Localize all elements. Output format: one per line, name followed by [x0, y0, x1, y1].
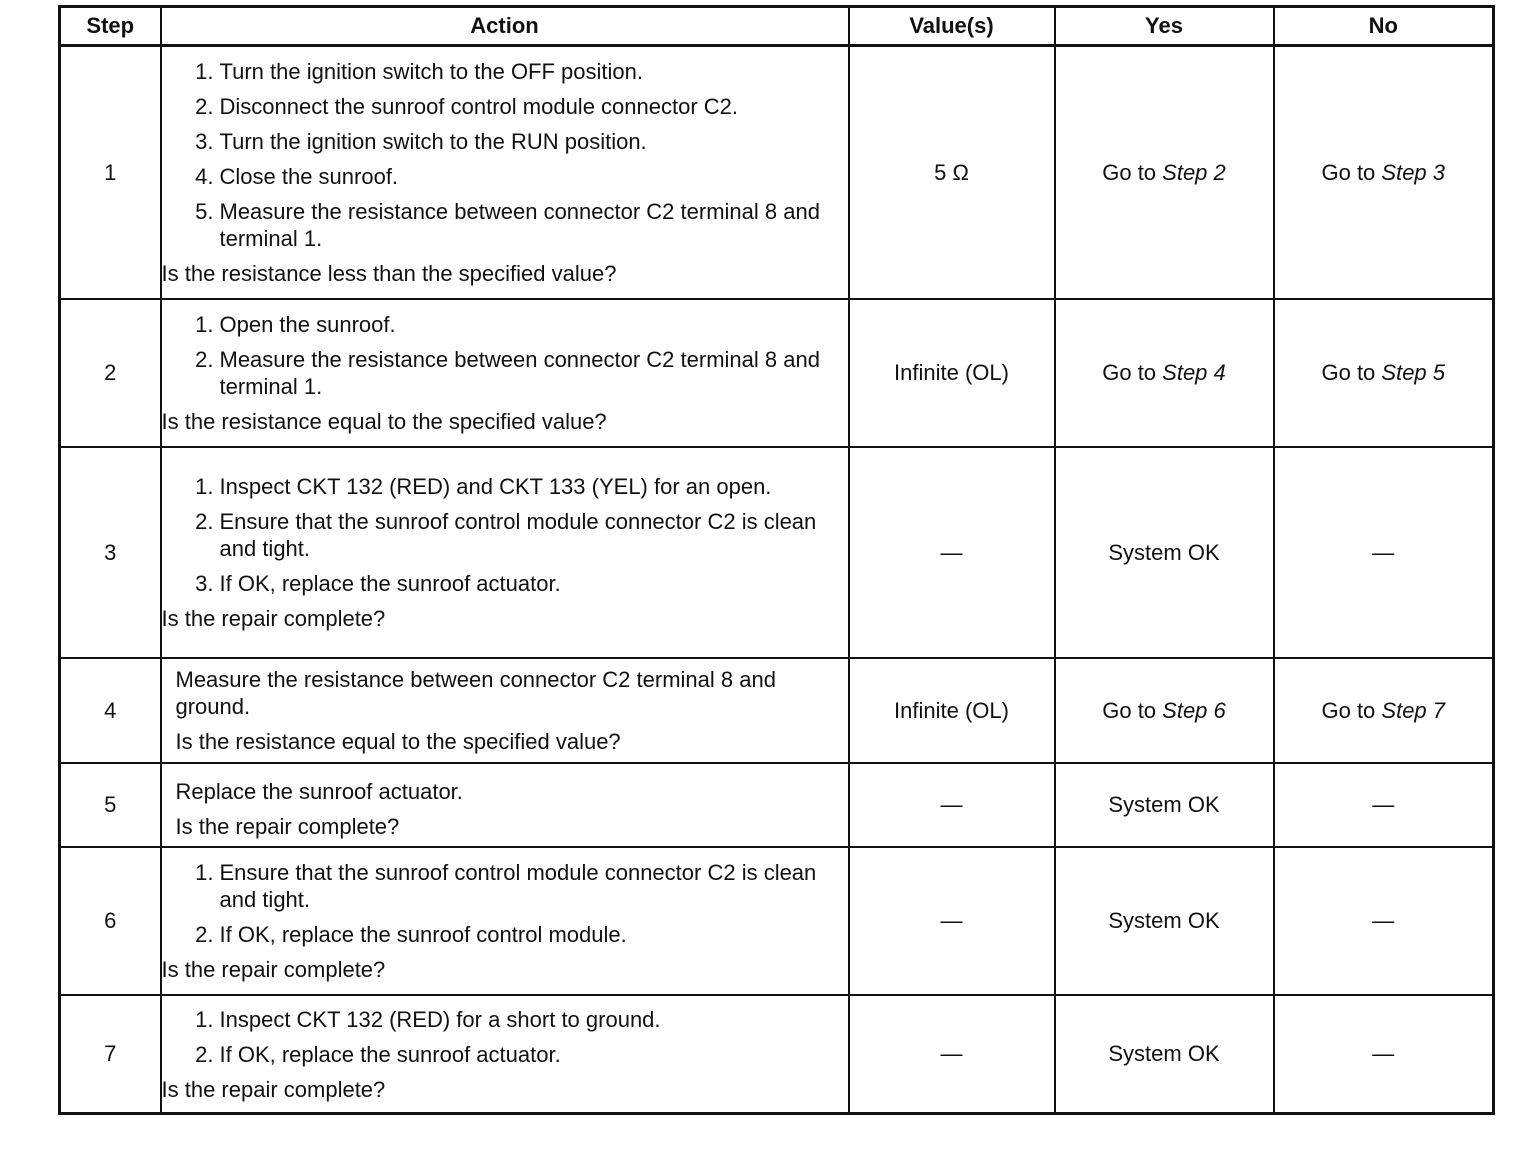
action-steps: [162, 473, 848, 597]
no-cell: Go to Step 3: [1274, 46, 1494, 300]
action-step: 1. Inspect CKT 132 (RED) for a short to ground.: [195, 1006, 661, 1032]
step-number: 1: [60, 46, 161, 300]
action-step: 1. Inspect CKT 132 (RED) and CKT 133 (YEL) for an open.: [195, 474, 772, 499]
table-row: [60, 658, 1494, 763]
action-step: 4. Close the sunroof.: [195, 164, 399, 189]
table-row: [60, 763, 1494, 847]
value-cell: —: [849, 847, 1055, 995]
table-row: [60, 447, 1494, 658]
action-cell: [161, 847, 849, 995]
no-cell: —: [1274, 995, 1494, 1114]
action-step: 1. Turn the ignition switch to the OFF position.: [195, 59, 643, 84]
action-cell: [161, 763, 849, 847]
step-number: 3: [60, 447, 161, 658]
value-cell: Infinite (OL): [849, 658, 1055, 763]
yes-cell: System OK: [1055, 447, 1274, 658]
header-action: Action: [161, 7, 849, 46]
action-steps: [162, 58, 848, 252]
diagnostic-table-sheet: [58, 5, 1492, 1115]
action-question: Is the repair complete?: [161, 957, 386, 982]
value-cell: —: [849, 763, 1055, 847]
header-step: Step: [60, 7, 161, 46]
action-question: Is the repair complete?: [161, 606, 386, 631]
value-cell: —: [849, 447, 1055, 658]
no-cell: Go to Step 5: [1274, 299, 1494, 447]
header-no: No: [1274, 7, 1494, 46]
step-number: 2: [60, 299, 161, 447]
action-step: 1. Open the sunroof.: [195, 312, 396, 337]
action-question: Is the repair complete?: [175, 814, 400, 839]
action-step: 3. If OK, replace the sunroof actuator.: [195, 571, 561, 596]
yes-cell: Go to Step 6: [1055, 658, 1274, 763]
yes-cell: System OK: [1055, 763, 1274, 847]
step-number: 4: [60, 658, 161, 763]
no-cell: Go to Step 7: [1274, 658, 1494, 763]
action-text: Replace the sunroof actuator.: [175, 779, 463, 804]
yes-step-link: Step 2: [1162, 159, 1226, 185]
header-values: Value(s): [849, 7, 1055, 46]
action-cell: [161, 658, 849, 763]
yes-cell: System OK: [1055, 995, 1274, 1114]
no-cell: —: [1274, 447, 1494, 658]
table-header-row: [60, 7, 1494, 46]
yes-cell: System OK: [1055, 847, 1274, 995]
action-step: 3. Turn the ignition switch to the RUN position.: [195, 129, 647, 154]
action-question: Is the resistance equal to the specified value?: [161, 409, 607, 434]
action-step: 2. If OK, replace the sunroof actuator.: [195, 1041, 561, 1067]
action-question: Is the resistance equal to the specified value?: [175, 729, 621, 754]
yes-cell: Go to Step 2: [1055, 46, 1274, 300]
header-yes: Yes: [1055, 7, 1274, 46]
action-steps: [162, 1006, 848, 1068]
action-step: 5. Measure the resistance between connector C2 terminal 8 and terminal 1.: [195, 199, 820, 251]
action-step: 2. Disconnect the sunroof control module connector C2.: [195, 94, 739, 119]
action-steps: [162, 311, 848, 400]
action-steps: [162, 859, 848, 948]
step-number: 6: [60, 847, 161, 995]
yes-cell: Go to Step 4: [1055, 299, 1274, 447]
action-cell: [161, 299, 849, 447]
diagnostic-table: [58, 5, 1495, 1115]
action-text: Measure the resistance between connector C2 terminal 8 and ground.: [175, 667, 776, 719]
step-number: 7: [60, 995, 161, 1114]
action-cell: [161, 447, 849, 658]
value-cell: 5 Ω: [849, 46, 1055, 300]
no-cell: —: [1274, 763, 1494, 847]
no-step-link: Step 3: [1381, 159, 1446, 185]
value-cell: —: [849, 995, 1055, 1114]
yes-step-link: Step 6: [1162, 697, 1226, 723]
action-cell: [161, 46, 849, 300]
table-row: [60, 46, 1494, 300]
action-step: 2. Ensure that the sunroof control module connector C2 is clean and tight.: [195, 509, 817, 561]
step-number: 5: [60, 763, 161, 847]
action-cell: [161, 995, 849, 1114]
table-row: [60, 995, 1494, 1114]
action-step: 2. Measure the resistance between connector C2 terminal 8 and terminal 1.: [195, 347, 820, 399]
action-question: Is the resistance less than the specified value?: [161, 261, 617, 286]
value-cell: Infinite (OL): [849, 299, 1055, 447]
no-cell: —: [1274, 847, 1494, 995]
action-step: 2. If OK, replace the sunroof control module.: [195, 922, 627, 947]
action-question: Is the repair complete?: [161, 1076, 386, 1102]
yes-step-link: Step 4: [1162, 360, 1226, 385]
no-step-link: Step 7: [1381, 697, 1446, 723]
action-step: 1. Ensure that the sunroof control module connector C2 is clean and tight.: [195, 860, 817, 912]
table-row: [60, 847, 1494, 995]
table-row: [60, 299, 1494, 447]
no-step-link: Step 5: [1381, 360, 1446, 385]
